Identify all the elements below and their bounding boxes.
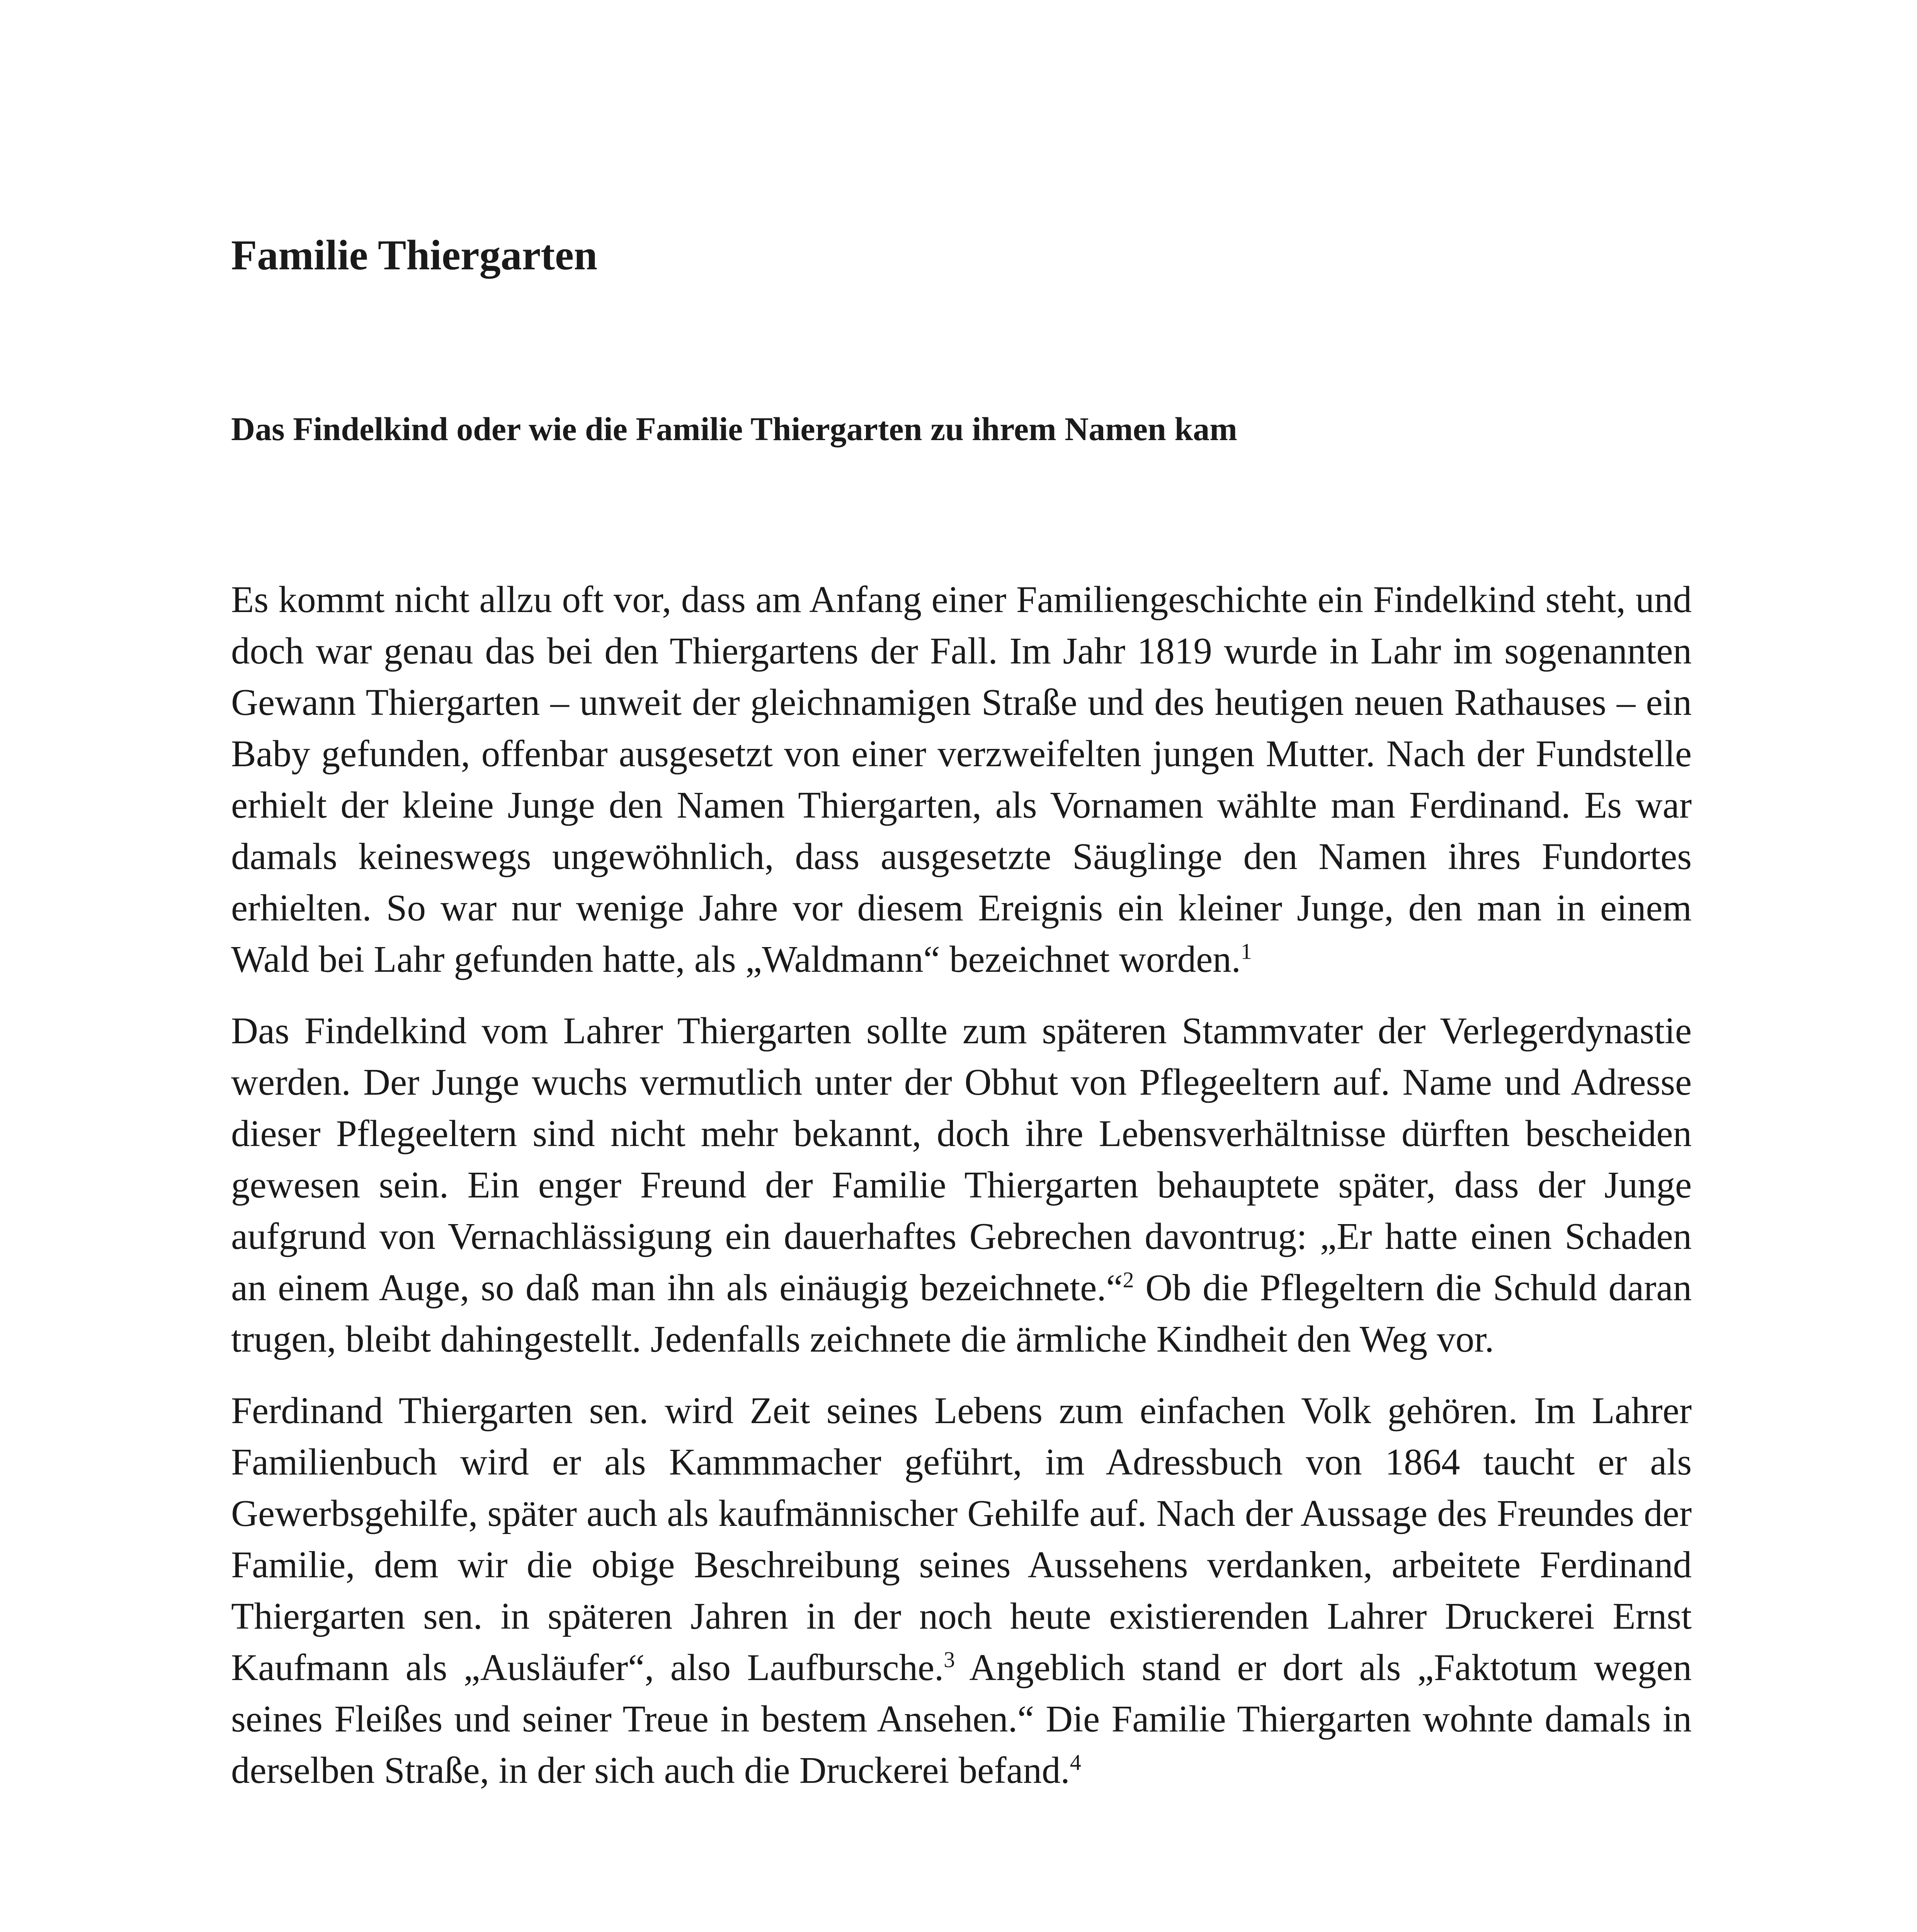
paragraph-3-text: Ferdinand Thiergarten sen. wird Zeit seines Lebens zum einfachen Volk gehören. Im Lahrer Familienbuch wird er als Kammmacher geführt, im Adressbuch von 1864 taucht er als Gewerbsgehilfe, später auch als kaufmännischer Gehilfe auf. Nach der Aussage des Freundes der Familie, dem wir die obige Beschreibung seines Aussehens verdanken, arbeitete Ferdinand Thiergarten sen. in späteren Jahren in der noch heute existierenden Lahrer Druckerei Ernst Kaufmann als „Ausläufer“, also Laufbursche. xyxy=(231,1390,1692,1688)
paragraph-3 xyxy=(231,1385,1692,1796)
paragraph-3-text-continued: Angeblich stand er dort als „Faktotum wegen seines Fleißes und seiner Treue in bestem Ansehen.“ Die Familie Thiergarten wohnte damals in derselben Straße, in der sich auch die Druckerei befand. xyxy=(231,1647,1692,1791)
footnote-ref-3: 3 xyxy=(944,1647,955,1672)
paragraph-2 xyxy=(231,1005,1692,1365)
paragraph-2-text-continued: Ob die Pflegeltern die Schuld daran trugen, bleibt dahingestellt. Jedenfalls zeichnete die ärmliche Kindheit den Weg vor. xyxy=(231,1267,1692,1360)
footnote-ref-1: 1 xyxy=(1241,939,1252,964)
paragraph-2-text: Das Findelkind vom Lahrer Thiergarten sollte zum späteren Stammvater der Verlegerdynastie werden. Der Junge wuchs vermutlich unter der Obhut von Pflegeeltern auf. Name und Adresse dieser Pflegeeltern sind nicht mehr bekannt, doch ihre Lebensverhältnisse dürften bescheiden gewesen sein. Ein enger Freund der Familie Thiergarten behauptete später, dass der Junge aufgrund von Vernachlässigung ein dauerhaftes Gebrechen davontrug: „Er hatte einen Schaden an einem Auge, so daß man ihn als einäugig bezeichnete.“ xyxy=(231,1010,1692,1308)
section-subtitle: Das Findelkind oder wie die Familie Thiergarten zu ihrem Namen kam xyxy=(231,410,1237,447)
page-title: Familie Thiergarten xyxy=(231,231,598,279)
paragraph-1-text: Es kommt nicht allzu oft vor, dass am Anfang einer Familiengeschichte ein Findelkind steht, und doch war genau das bei den Thiergartens der Fall. Im Jahr 1819 wurde in Lahr im sogenannten Gewann Thiergarten – unweit der gleichnamigen Straße und des heutigen neuen Rathauses – ein Baby gefunden, offenbar ausgesetzt von einer verzweifelten jungen Mutter. Nach der Fundstelle erhielt der kleine Junge den Namen Thiergarten, als Vornamen wählte man Ferdinand. Es war damals keineswegs ungewöhnlich, dass ausgesetzte Säuglinge den Namen ihres Fundortes erhielten. So war nur wenige Jahre vor diesem Ereignis ein kleiner Junge, den man in einem Wald bei Lahr gefunden hatte, als „Waldmann“ bezeichnet worden. xyxy=(231,579,1692,980)
body-text xyxy=(231,574,1692,1816)
footnote-ref-4: 4 xyxy=(1070,1750,1081,1775)
paragraph-1 xyxy=(231,574,1692,985)
footnote-ref-2: 2 xyxy=(1123,1267,1134,1293)
